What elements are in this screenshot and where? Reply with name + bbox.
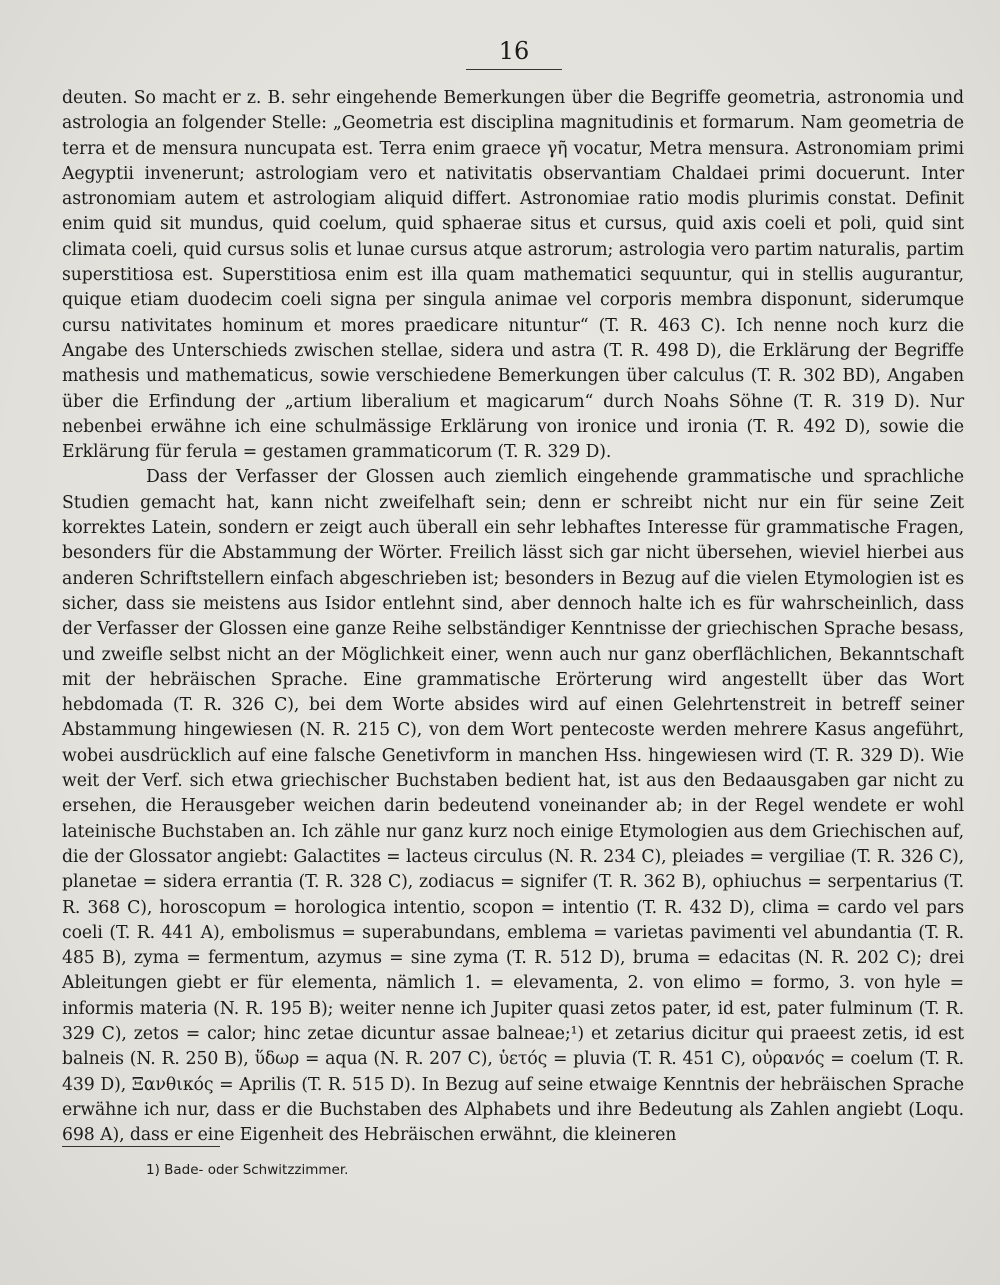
page-number: 16 [498, 37, 530, 65]
paragraph-2: Dass der Verfasser der Glossen auch ziemlich eingehende grammatische und sprachliche Studien gemacht hat, kann nicht zweifelhaft sein; denn er schreibt nicht nur ein für seine Zeit korrektes Latein, sondern er zeigt auch überall ein sehr lebhaftes Interesse für grammatische Fragen, besonders für die Abstammung der Wörter. Freilich lässt sich gar nicht übersehen, wieviel hierbei aus anderen Schriftstellern einfach abgeschrieben ist; besonders in Bezug auf die vielen Etymologien ist es sicher, dass sie meistens aus Isidor entlehnt sind, aber dennoch halte ich es für wahrscheinlich, dass der Verfasser der Glossen eine ganze Reihe selbständiger Kenntnisse der griechischen Sprache besass, und zweifle selbst nicht an der Möglichkeit einer, wenn auch nur ganz oberflächlichen, Bekanntschaft mit der hebräischen Sprache. Eine grammatische Erörterung wird angestellt über das Wort hebdomada (T. R. 326 C), bei dem Worte absides wird auf einen Gelehrtenstreit in betreff seiner Abstammung hingewiesen (N. R. 215 C), von dem Wort pentecoste werden mehrere Kasus angeführt, wobei ausdrücklich auf eine falsche Genetivform in manchen Hss. hingewiesen wird (T. R. 329 D). Wie weit der Verf. sich etwa griechischer Buchstaben bedient hat, ist aus den Bedaausgaben gar nicht zu ersehen, die Herausgeber weichen darin bedeutend voneinander ab; in der Regel wendete er wohl lateinische Buchstaben an. Ich zähle nur ganz kurz noch einige Etymologien aus dem Griechischen auf, die der Glossator angiebt: Galactites = lacteus circulus (N. R. 234 C), pleiades = vergiliae (T. R. 326 C), planetae = sidera errantia (T. R. 328 C), zodiacus = signifer (T. R. 362 B), ophiuchus = serpentarius (T. R. 368 C), horoscopum = horologica intentio, scopon = intentio (T. R. 432 D), clima = cardo vel pars coeli (T. R. 441 A), embolismus = superabundans, emblema = varietas pavimenti vel abundantia (T. R. 485 B), zyma = fermentum, azymus = sine zyma (T. R. 512 D), bruma = edacitas (N. R. 202 C); drei Ableitungen giebt er für elementa, nämlich 1. = elevamenta, 2. von elimo = formo, 3. von hyle = informis materia (N. R. 195 B); weiter nenne ich Jupiter quasi zetos pater, id est, pater fulminum (T. R. 329 C), zetos = calor; hinc zetae dicuntur assae balneae;¹) et zetarius dicitur qui praeest zetis, id est balneis (N. R. 250 B), ὕδωρ = aqua (N. R. 207 C), ὑετός = pluvia (T. R. 451 C), οὐρανός = coelum (T. R. 439 D), Ξανθικός = Aprilis (T. R. 515 D). In Bezug auf seine etwaige Kenntnis der hebräischen Sprache erwähne ich nur, dass er die Buchstaben des Alphabets und ihre Bedeutung als Zahlen angiebt (Loqu. 698 A), dass er eine Eigenheit des Hebräischen erwähnt, die kleineren [62, 467, 964, 1146]
footnote: 1) Bade- oder Schwitzzimmer. [146, 1162, 349, 1178]
paragraph-1: deuten. So macht er z. B. sehr eingehende Bemerkungen über die Begriffe geometria, astronomia und astrologia an folgender Stelle: „Geometria est disciplina magnitudinis et formarum. Nam geometria de terra et de mensura nuncupata est. Terra enim graece γῆ vocatur, Metra mensura. Astronomiam primi Aegyptii invenerunt; astrologiam vero et nativitatis observantiam Chaldaei primi docuerunt. Inter astronomiam autem et astrologiam aliquid differt. Astronomiae ratio modis plurimis constat. Definit enim quid sit mundus, quid coelum, quid sphaerae situs et cursus, quid axis coeli et poli, quid sint climata coeli, quid cursus solis et lunae cursus atque astrorum; astrologia vero partim naturalis, partim superstitiosa est. Superstitiosa enim est illa quam mathematici sequuntur, qui in stellis augurantur, quique etiam duodecim coeli signa per singula animae vel corporis membra disponunt, siderumque cursu nativitates hominum et mores praedicare nituntur“ (T. R. 463 C). Ich nenne noch kurz die Angabe des Unterschieds zwischen stellae, sidera und astra (T. R. 498 D), die Erklärung der Begriffe mathesis und mathematicus, sowie verschiedene Bemerkungen über calculus (T. R. 302 BD), Angaben über die Erfindung der „artium liberalium et magicarum“ durch Noahs Söhne (T. R. 319 D). Nur nebenbei erwähne ich eine schulmässige Erklärung von ironice und ironia (T. R. 492 D), sowie die Erklärung für ferula = gestamen grammaticorum (T. R. 329 D). [62, 88, 964, 463]
footnote-rule [62, 1146, 220, 1147]
body-text [62, 86, 964, 1148]
page-number-rule [466, 69, 562, 70]
